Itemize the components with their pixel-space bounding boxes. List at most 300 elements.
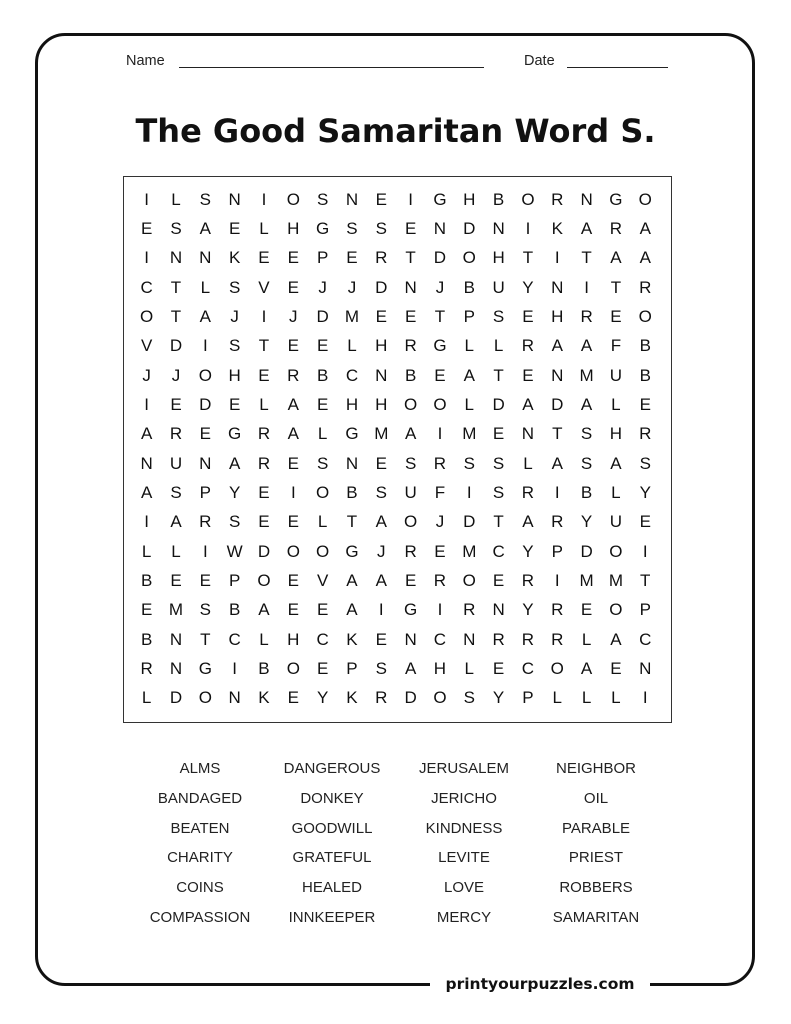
- grid-letter[interactable]: D: [492, 394, 505, 414]
- grid-letter[interactable]: E: [228, 218, 241, 238]
- grid-letter[interactable]: N: [375, 365, 388, 385]
- grid-letter[interactable]: N: [199, 248, 212, 268]
- grid-letter[interactable]: V: [140, 336, 153, 356]
- grid-letter[interactable]: K: [258, 688, 270, 708]
- grid-letter[interactable]: R: [551, 629, 564, 649]
- grid-letter[interactable]: T: [610, 277, 622, 297]
- grid-letter[interactable]: R: [521, 629, 535, 649]
- grid-letter[interactable]: E: [316, 336, 329, 356]
- grid-letter[interactable]: A: [551, 453, 563, 473]
- grid-letter[interactable]: A: [199, 306, 211, 326]
- grid-letter[interactable]: S: [170, 218, 182, 238]
- grid-letter[interactable]: R: [551, 189, 564, 209]
- grid-letter[interactable]: A: [140, 424, 153, 444]
- grid-letter[interactable]: P: [228, 570, 241, 590]
- grid-letter[interactable]: H: [228, 365, 241, 385]
- grid-letter[interactable]: O: [433, 688, 447, 708]
- grid-letter[interactable]: Y: [580, 512, 593, 532]
- grid-letter[interactable]: D: [433, 248, 447, 268]
- grid-letter[interactable]: F: [610, 336, 622, 356]
- grid-letter[interactable]: N: [492, 218, 505, 238]
- grid-letter[interactable]: J: [377, 541, 386, 561]
- grid-letter[interactable]: O: [521, 189, 535, 209]
- grid-letter[interactable]: A: [375, 570, 387, 590]
- grid-letter[interactable]: R: [404, 541, 417, 561]
- grid-letter[interactable]: E: [228, 394, 241, 414]
- grid-letter[interactable]: E: [610, 658, 622, 678]
- grid-letter[interactable]: O: [638, 306, 652, 326]
- grid-letter[interactable]: A: [639, 248, 651, 268]
- grid-letter[interactable]: T: [258, 336, 270, 356]
- grid-letter[interactable]: A: [580, 658, 593, 678]
- grid-letter[interactable]: R: [287, 365, 300, 385]
- grid-letter[interactable]: T: [346, 512, 358, 532]
- grid-letter[interactable]: N: [199, 453, 212, 473]
- grid-letter[interactable]: E: [287, 688, 299, 708]
- grid-letter[interactable]: S: [316, 189, 329, 209]
- grid-letter[interactable]: G: [404, 600, 418, 620]
- grid-letter[interactable]: E: [404, 306, 417, 326]
- grid-letter[interactable]: D: [463, 218, 476, 238]
- grid-letter[interactable]: B: [258, 658, 270, 678]
- grid-letter[interactable]: N: [404, 629, 417, 649]
- grid-letter[interactable]: R: [404, 336, 417, 356]
- grid-letter[interactable]: O: [257, 570, 271, 590]
- grid-letter[interactable]: L: [317, 512, 328, 532]
- grid-letter[interactable]: A: [522, 394, 534, 414]
- grid-letter[interactable]: S: [228, 336, 241, 356]
- grid-letter[interactable]: C: [492, 541, 505, 561]
- grid-letter[interactable]: K: [346, 688, 358, 708]
- grid-letter[interactable]: P: [463, 306, 475, 326]
- grid-letter[interactable]: A: [463, 365, 475, 385]
- grid-letter[interactable]: R: [580, 306, 593, 326]
- grid-letter[interactable]: S: [375, 482, 387, 502]
- grid-letter[interactable]: M: [462, 541, 477, 561]
- grid-letter[interactable]: I: [642, 688, 648, 708]
- grid-letter[interactable]: O: [198, 365, 212, 385]
- grid-letter[interactable]: E: [140, 218, 153, 238]
- grid-letter[interactable]: E: [434, 541, 446, 561]
- grid-letter[interactable]: I: [408, 189, 413, 209]
- grid-letter[interactable]: D: [199, 394, 212, 414]
- grid-letter[interactable]: Y: [228, 482, 241, 502]
- grid-letter[interactable]: U: [169, 453, 183, 473]
- grid-letter[interactable]: A: [199, 218, 211, 238]
- grid-letter[interactable]: H: [463, 189, 476, 209]
- name-line[interactable]: [179, 67, 484, 68]
- grid-letter[interactable]: O: [609, 541, 623, 561]
- grid-letter[interactable]: J: [230, 306, 239, 326]
- grid-letter[interactable]: S: [228, 512, 241, 532]
- grid-letter[interactable]: D: [169, 688, 183, 708]
- grid-letter[interactable]: S: [375, 218, 387, 238]
- grid-letter[interactable]: I: [202, 541, 208, 561]
- grid-letter[interactable]: B: [580, 482, 593, 502]
- grid-letter[interactable]: N: [345, 189, 359, 209]
- grid-letter[interactable]: N: [228, 189, 241, 209]
- grid-letter[interactable]: J: [171, 365, 181, 385]
- grid-letter[interactable]: I: [290, 482, 296, 502]
- grid-letter[interactable]: N: [521, 424, 535, 444]
- grid-letter[interactable]: S: [639, 453, 651, 473]
- grid-letter[interactable]: L: [171, 189, 181, 209]
- grid-letter[interactable]: O: [433, 394, 447, 414]
- grid-letter[interactable]: E: [287, 248, 299, 268]
- grid-letter[interactable]: E: [170, 570, 182, 590]
- grid-letter[interactable]: E: [287, 277, 299, 297]
- grid-letter[interactable]: B: [404, 365, 417, 385]
- grid-letter[interactable]: O: [140, 306, 154, 326]
- grid-letter[interactable]: I: [525, 218, 531, 238]
- grid-letter[interactable]: A: [580, 394, 593, 414]
- grid-letter[interactable]: D: [580, 541, 593, 561]
- grid-letter[interactable]: T: [581, 248, 592, 268]
- grid-letter[interactable]: R: [375, 248, 388, 268]
- grid-letter[interactable]: R: [521, 336, 535, 356]
- grid-letter[interactable]: T: [434, 306, 446, 326]
- grid-letter[interactable]: U: [609, 365, 623, 385]
- grid-letter[interactable]: E: [140, 600, 153, 620]
- grid-letter[interactable]: L: [611, 394, 621, 414]
- grid-letter[interactable]: A: [551, 336, 563, 356]
- grid-letter[interactable]: E: [346, 248, 358, 268]
- grid-letter[interactable]: D: [551, 394, 564, 414]
- grid-letter[interactable]: E: [522, 306, 534, 326]
- grid-letter[interactable]: L: [493, 336, 504, 356]
- grid-letter[interactable]: L: [464, 658, 474, 678]
- grid-letter[interactable]: E: [199, 570, 211, 590]
- grid-letter[interactable]: E: [287, 600, 299, 620]
- grid-letter[interactable]: K: [346, 629, 358, 649]
- grid-letter[interactable]: K: [551, 218, 563, 238]
- grid-letter[interactable]: N: [169, 629, 183, 649]
- grid-letter[interactable]: P: [639, 600, 651, 620]
- grid-letter[interactable]: O: [286, 658, 300, 678]
- grid-letter[interactable]: M: [608, 570, 623, 590]
- grid-letter[interactable]: M: [374, 424, 389, 444]
- grid-letter[interactable]: E: [199, 424, 211, 444]
- grid-letter[interactable]: N: [140, 453, 153, 473]
- grid-letter[interactable]: T: [493, 365, 504, 385]
- grid-letter[interactable]: P: [346, 658, 358, 678]
- grid-letter[interactable]: L: [552, 688, 562, 708]
- grid-letter[interactable]: L: [171, 541, 181, 561]
- grid-letter[interactable]: B: [346, 482, 358, 502]
- grid-letter[interactable]: I: [437, 424, 443, 444]
- grid-letter[interactable]: M: [168, 600, 184, 620]
- grid-letter[interactable]: Y: [522, 600, 534, 620]
- grid-letter[interactable]: H: [375, 394, 388, 414]
- grid-letter[interactable]: R: [609, 218, 623, 238]
- grid-letter[interactable]: L: [259, 394, 269, 414]
- grid-letter[interactable]: R: [639, 277, 652, 297]
- grid-letter[interactable]: A: [287, 424, 299, 444]
- grid-letter[interactable]: R: [169, 424, 183, 444]
- grid-letter[interactable]: S: [228, 277, 241, 297]
- grid-letter[interactable]: G: [316, 218, 330, 238]
- grid-letter[interactable]: Y: [492, 688, 505, 708]
- grid-letter[interactable]: H: [492, 248, 505, 268]
- grid-letter[interactable]: E: [375, 453, 387, 473]
- grid-letter[interactable]: S: [492, 453, 505, 473]
- grid-letter[interactable]: A: [639, 218, 651, 238]
- grid-letter[interactable]: Y: [522, 541, 534, 561]
- grid-letter[interactable]: O: [462, 248, 476, 268]
- grid-letter[interactable]: E: [404, 570, 417, 590]
- grid-letter[interactable]: H: [375, 336, 388, 356]
- grid-letter[interactable]: T: [170, 306, 182, 326]
- grid-letter[interactable]: S: [346, 218, 358, 238]
- grid-letter[interactable]: S: [463, 688, 475, 708]
- grid-letter[interactable]: A: [287, 394, 299, 414]
- grid-letter[interactable]: B: [639, 336, 651, 356]
- grid-letter[interactable]: D: [404, 688, 417, 708]
- grid-letter[interactable]: L: [317, 424, 328, 444]
- grid-letter[interactable]: L: [523, 453, 533, 473]
- grid-letter[interactable]: C: [345, 365, 359, 385]
- grid-letter[interactable]: T: [640, 570, 651, 590]
- grid-letter[interactable]: T: [200, 629, 211, 649]
- grid-letter[interactable]: O: [462, 570, 476, 590]
- grid-letter[interactable]: E: [404, 218, 417, 238]
- grid-letter[interactable]: U: [404, 482, 417, 502]
- grid-letter[interactable]: R: [551, 600, 564, 620]
- grid-letter[interactable]: N: [492, 600, 505, 620]
- grid-letter[interactable]: N: [433, 218, 447, 238]
- grid-letter[interactable]: I: [232, 658, 238, 678]
- grid-letter[interactable]: J: [435, 512, 445, 532]
- grid-letter[interactable]: S: [316, 453, 329, 473]
- grid-letter[interactable]: B: [140, 629, 153, 649]
- grid-letter[interactable]: I: [261, 189, 267, 209]
- grid-letter[interactable]: I: [378, 600, 384, 620]
- grid-letter[interactable]: A: [522, 512, 534, 532]
- grid-letter[interactable]: I: [144, 248, 150, 268]
- grid-letter[interactable]: T: [493, 512, 504, 532]
- grid-letter[interactable]: B: [492, 189, 505, 209]
- grid-letter[interactable]: N: [551, 365, 564, 385]
- grid-letter[interactable]: E: [287, 453, 299, 473]
- grid-letter[interactable]: U: [492, 277, 505, 297]
- grid-letter[interactable]: L: [581, 629, 592, 649]
- grid-letter[interactable]: M: [344, 306, 360, 326]
- grid-letter[interactable]: C: [228, 629, 241, 649]
- grid-letter[interactable]: O: [638, 189, 652, 209]
- grid-letter[interactable]: A: [610, 629, 622, 649]
- grid-letter[interactable]: A: [610, 248, 622, 268]
- grid-letter[interactable]: R: [492, 629, 505, 649]
- grid-letter[interactable]: I: [261, 306, 267, 326]
- grid-letter[interactable]: V: [316, 570, 329, 590]
- grid-letter[interactable]: E: [316, 658, 329, 678]
- grid-letter[interactable]: A: [610, 453, 622, 473]
- grid-letter[interactable]: O: [404, 512, 418, 532]
- grid-letter[interactable]: I: [144, 189, 150, 209]
- grid-letter[interactable]: V: [258, 277, 270, 297]
- grid-letter[interactable]: R: [257, 453, 271, 473]
- grid-letter[interactable]: S: [580, 424, 593, 444]
- grid-letter[interactable]: E: [492, 424, 505, 444]
- grid-letter[interactable]: G: [433, 336, 447, 356]
- grid-letter[interactable]: B: [140, 570, 153, 590]
- date-line[interactable]: [567, 67, 668, 68]
- grid-letter[interactable]: N: [639, 658, 652, 678]
- grid-letter[interactable]: H: [551, 306, 564, 326]
- grid-letter[interactable]: S: [199, 600, 211, 620]
- grid-letter[interactable]: A: [375, 512, 387, 532]
- grid-letter[interactable]: E: [639, 512, 651, 532]
- grid-letter[interactable]: B: [639, 365, 651, 385]
- grid-letter[interactable]: L: [259, 629, 269, 649]
- grid-letter[interactable]: S: [463, 453, 475, 473]
- grid-letter[interactable]: E: [316, 394, 329, 414]
- grid-letter[interactable]: I: [584, 277, 589, 297]
- grid-letter[interactable]: E: [375, 189, 387, 209]
- grid-letter[interactable]: O: [286, 189, 300, 209]
- grid-letter[interactable]: S: [170, 482, 182, 502]
- grid-letter[interactable]: W: [226, 541, 243, 561]
- grid-letter[interactable]: R: [521, 482, 535, 502]
- grid-letter[interactable]: R: [551, 512, 564, 532]
- grid-letter[interactable]: B: [316, 365, 329, 385]
- grid-letter[interactable]: E: [287, 336, 299, 356]
- grid-letter[interactable]: S: [375, 658, 387, 678]
- grid-letter[interactable]: I: [554, 482, 560, 502]
- grid-letter[interactable]: A: [346, 600, 358, 620]
- grid-letter[interactable]: L: [464, 336, 474, 356]
- grid-letter[interactable]: E: [258, 512, 270, 532]
- grid-letter[interactable]: E: [258, 248, 270, 268]
- grid-letter[interactable]: N: [169, 248, 183, 268]
- grid-letter[interactable]: Y: [522, 277, 534, 297]
- grid-letter[interactable]: S: [199, 189, 211, 209]
- grid-letter[interactable]: R: [639, 424, 652, 444]
- grid-letter[interactable]: G: [228, 424, 242, 444]
- grid-letter[interactable]: R: [375, 688, 388, 708]
- grid-letter[interactable]: O: [550, 658, 564, 678]
- grid-letter[interactable]: P: [551, 541, 563, 561]
- grid-letter[interactable]: Y: [639, 482, 651, 502]
- grid-letter[interactable]: C: [433, 629, 447, 649]
- grid-letter[interactable]: P: [199, 482, 211, 502]
- grid-letter[interactable]: D: [375, 277, 388, 297]
- grid-letter[interactable]: M: [579, 365, 594, 385]
- grid-letter[interactable]: H: [287, 629, 300, 649]
- grid-letter[interactable]: A: [258, 600, 270, 620]
- grid-letter[interactable]: L: [259, 218, 269, 238]
- grid-letter[interactable]: E: [610, 306, 622, 326]
- grid-letter[interactable]: I: [554, 248, 560, 268]
- grid-letter[interactable]: K: [228, 248, 241, 268]
- grid-letter[interactable]: A: [404, 658, 417, 678]
- grid-letter[interactable]: E: [639, 394, 651, 414]
- grid-letter[interactable]: E: [287, 570, 299, 590]
- grid-letter[interactable]: A: [140, 482, 153, 502]
- grid-letter[interactable]: J: [289, 306, 298, 326]
- grid-letter[interactable]: I: [642, 541, 648, 561]
- grid-letter[interactable]: D: [463, 512, 476, 532]
- grid-letter[interactable]: L: [141, 541, 152, 561]
- grid-letter[interactable]: O: [286, 541, 300, 561]
- grid-letter[interactable]: A: [346, 570, 358, 590]
- grid-letter[interactable]: H: [433, 658, 447, 678]
- grid-letter[interactable]: N: [580, 189, 593, 209]
- grid-letter[interactable]: J: [435, 277, 445, 297]
- grid-letter[interactable]: S: [580, 453, 593, 473]
- grid-letter[interactable]: G: [345, 424, 359, 444]
- grid-letter[interactable]: H: [345, 394, 359, 414]
- grid-letter[interactable]: G: [433, 189, 447, 209]
- grid-letter[interactable]: M: [579, 570, 594, 590]
- grid-letter[interactable]: F: [434, 482, 446, 502]
- grid-letter[interactable]: A: [170, 512, 182, 532]
- grid-letter[interactable]: I: [437, 600, 443, 620]
- grid-letter[interactable]: L: [611, 688, 621, 708]
- grid-letter[interactable]: E: [316, 600, 329, 620]
- grid-letter[interactable]: E: [375, 306, 387, 326]
- grid-letter[interactable]: T: [522, 248, 534, 268]
- grid-letter[interactable]: S: [404, 453, 417, 473]
- grid-letter[interactable]: L: [141, 688, 152, 708]
- grid-letter[interactable]: L: [464, 394, 474, 414]
- grid-letter[interactable]: H: [287, 218, 300, 238]
- grid-letter[interactable]: C: [140, 277, 153, 297]
- grid-letter[interactable]: G: [345, 541, 359, 561]
- grid-letter[interactable]: E: [522, 365, 534, 385]
- grid-letter[interactable]: E: [258, 365, 270, 385]
- grid-letter[interactable]: L: [200, 277, 211, 297]
- grid-letter[interactable]: M: [462, 424, 477, 444]
- grid-letter[interactable]: O: [198, 688, 212, 708]
- grid-letter[interactable]: R: [199, 512, 212, 532]
- grid-letter[interactable]: N: [404, 277, 417, 297]
- grid-letter[interactable]: N: [228, 688, 241, 708]
- grid-letter[interactable]: C: [316, 629, 329, 649]
- grid-letter[interactable]: E: [170, 394, 182, 414]
- grid-letter[interactable]: G: [198, 658, 212, 678]
- grid-letter[interactable]: Y: [316, 688, 329, 708]
- grid-letter[interactable]: D: [257, 541, 271, 561]
- grid-letter[interactable]: J: [318, 277, 327, 297]
- grid-letter[interactable]: J: [347, 277, 357, 297]
- grid-letter[interactable]: R: [521, 570, 535, 590]
- grid-letter[interactable]: R: [140, 658, 153, 678]
- grid-letter[interactable]: S: [492, 482, 505, 502]
- grid-letter[interactable]: I: [466, 482, 472, 502]
- grid-letter[interactable]: D: [169, 336, 183, 356]
- grid-letter[interactable]: L: [611, 482, 621, 502]
- grid-letter[interactable]: N: [463, 629, 476, 649]
- grid-letter[interactable]: O: [316, 541, 330, 561]
- grid-letter[interactable]: T: [552, 424, 563, 444]
- grid-letter[interactable]: A: [580, 336, 593, 356]
- grid-letter[interactable]: E: [434, 365, 446, 385]
- grid-letter[interactable]: P: [316, 248, 329, 268]
- grid-letter[interactable]: R: [433, 453, 447, 473]
- grid-letter[interactable]: E: [492, 658, 505, 678]
- grid-letter[interactable]: U: [609, 512, 623, 532]
- grid-letter[interactable]: B: [463, 277, 475, 297]
- grid-letter[interactable]: D: [316, 306, 329, 326]
- grid-letter[interactable]: N: [551, 277, 564, 297]
- grid-letter[interactable]: B: [228, 600, 241, 620]
- grid-letter[interactable]: E: [580, 600, 593, 620]
- grid-letter[interactable]: O: [316, 482, 330, 502]
- grid-letter[interactable]: J: [142, 365, 151, 385]
- grid-letter[interactable]: C: [521, 658, 535, 678]
- grid-letter[interactable]: N: [169, 658, 183, 678]
